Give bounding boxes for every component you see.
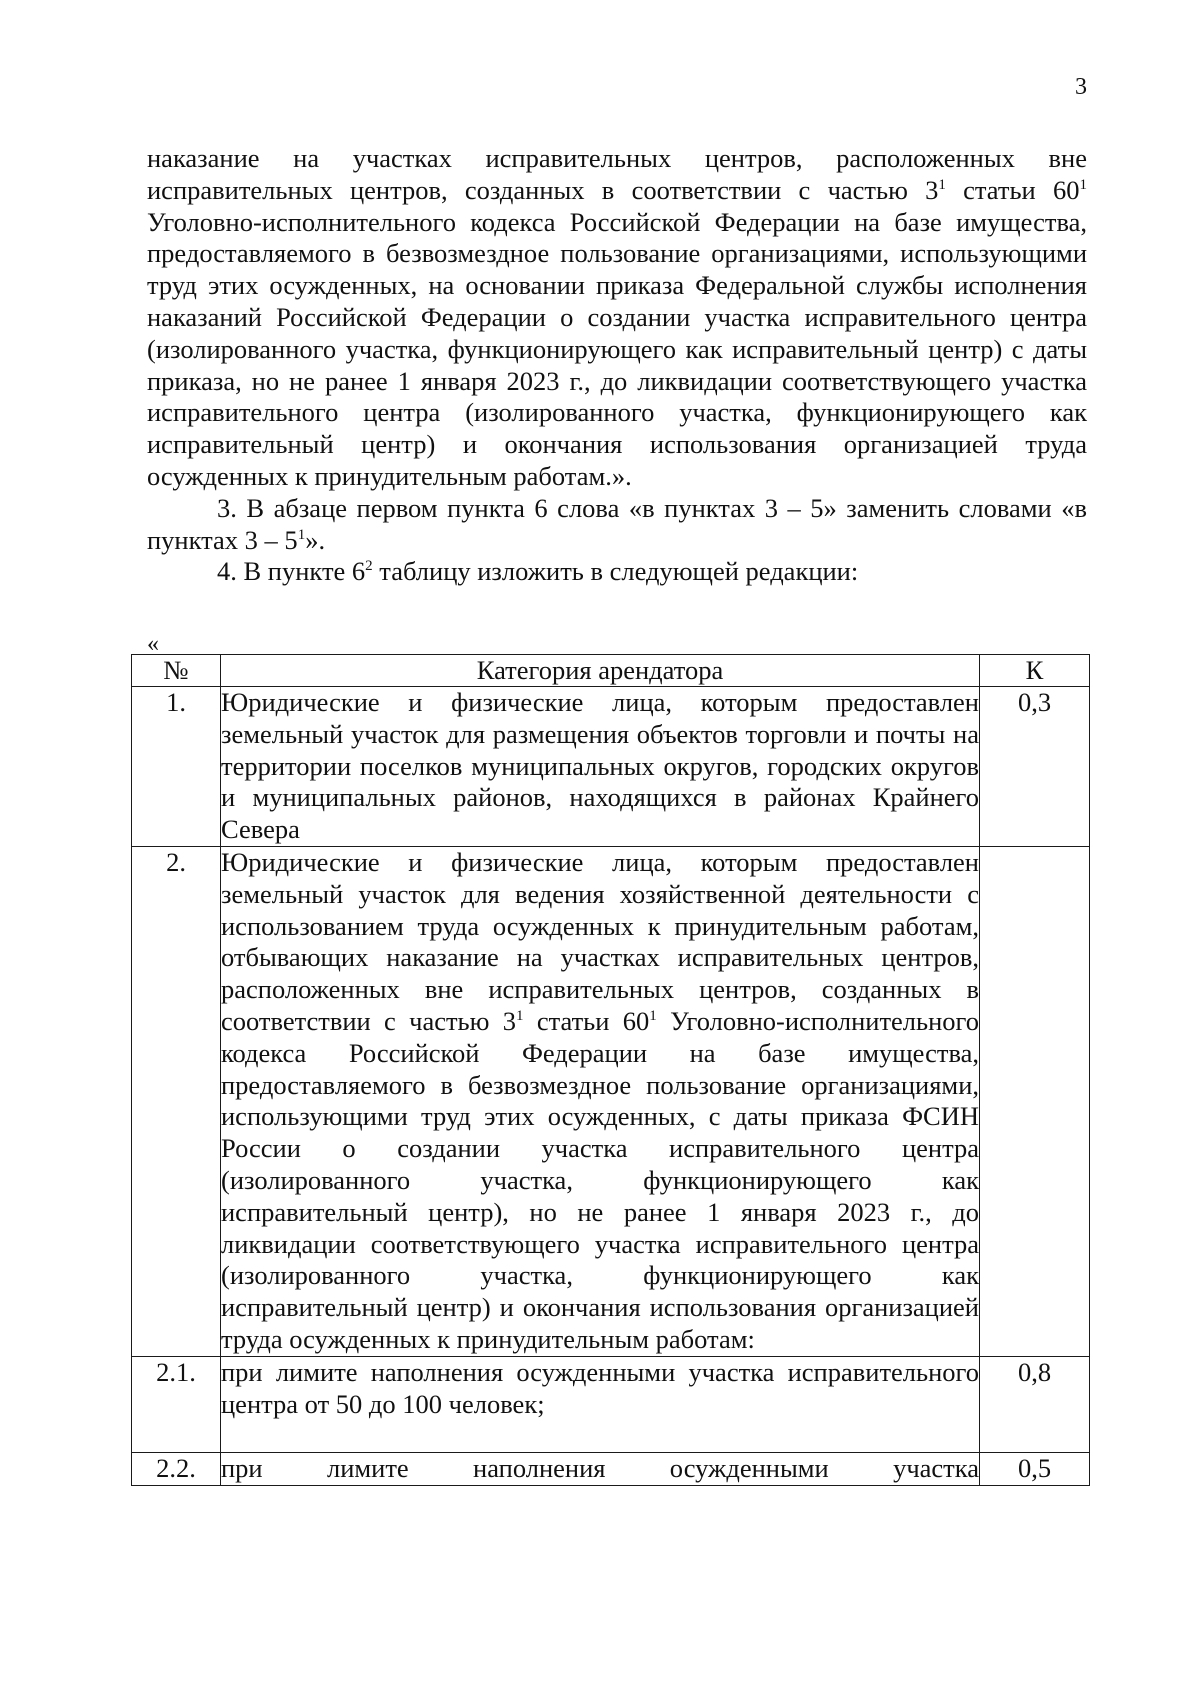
row-number: 1.: [132, 687, 221, 847]
table-row: [132, 1452, 1090, 1485]
page-number: 3: [1075, 74, 1087, 100]
row-coefficient: 0,8: [980, 1356, 1090, 1452]
paragraph-item-4: 4. В пункте $6^2$ таблицу изложить в следующей редакции:: [217, 556, 859, 587]
row-category: Юридические и физические лица, которым предоставлен земельный участок для размещения объектов торговли и почты на территории поселков муниципальных округов, городских округов и муниципальных районов, находящихся в районах Крайнего Севера: [221, 687, 980, 847]
row-coefficient: 0,3: [980, 687, 1090, 847]
document-body: [147, 143, 1087, 588]
row-category: Юридические и физические лица, которым предоставлен земельный участок для ведения хозяйственной деятельности с использованием труда осужденных к принудительным работам, отбывающих наказание на участках исправительных центров, расположенных вне исправительных центров, созданных в соответствии с частью $3^1$ статьи $60^1$ Уголовно-исполнительного кодекса Российской Федерации на базе имущества, предоставляемого в безвозмездное пользование организациями, использующими труд этих осужденных, с даты приказа ФСИН России о создании участка исправительного центра (изолированного участка, функционирующего как исправительный центр), но не ранее 1 января 2023 г., до ликвидации соответствующего участка исправительного центра (изолированного участка, функционирующего как исправительный центр) и окончания использования организацией труда осужденных к принудительным работам:: [221, 846, 980, 1356]
paragraph-continuation: наказание на участках исправительных центров, расположенных вне исправительных центров, созданных в соответствии с частью $3^1$ статьи $60^1$ Уголовно-исполнительного кодекса Российской Федерации на базе имущества, предоставляемого в безвозмездное пользование организациями, использующими труд этих осужденных, на основании приказа Федеральной службы исполнения наказаний Российской Федерации о создании участка исправительного центра (изолированного участка, функционирующего как исправительный центр) с даты приказа, но не ранее 1 января 2023 г., до ликвидации соответствующего участка исправительного центра (изолированного участка, функционирующего как исправительный центр) и окончания использования организацией труда осужденных к принудительным работам.».: [147, 143, 1087, 491]
row-coefficient: [980, 846, 1090, 1356]
row-category: при лимите наполнения осужденными участка исправительного центра от 50 до 100 человек;: [221, 1356, 980, 1452]
quote-open-mark: «: [147, 631, 159, 657]
row-category: при лимите наполнения осужденными участка: [221, 1452, 980, 1485]
row-coefficient: 0,5: [980, 1452, 1090, 1485]
table-row: [132, 1356, 1090, 1452]
table-row: [132, 687, 1090, 847]
table-row: [132, 846, 1090, 1356]
row-number: 2.: [132, 846, 221, 1356]
paragraph-item-3: 3. В абзаце первом пункта 6 слова «в пунктах 3 – 5» заменить словами «в пунктах $3 - 5^1$».: [147, 492, 1087, 555]
row-number: 2.1.: [132, 1356, 221, 1452]
rate-table: [131, 654, 1090, 1486]
header-coefficient: К: [980, 655, 1090, 687]
header-number: №: [132, 655, 221, 687]
row-number: 2.2.: [132, 1452, 221, 1485]
table-header-row: [132, 655, 1090, 687]
header-category: Категория арендатора: [221, 655, 980, 687]
